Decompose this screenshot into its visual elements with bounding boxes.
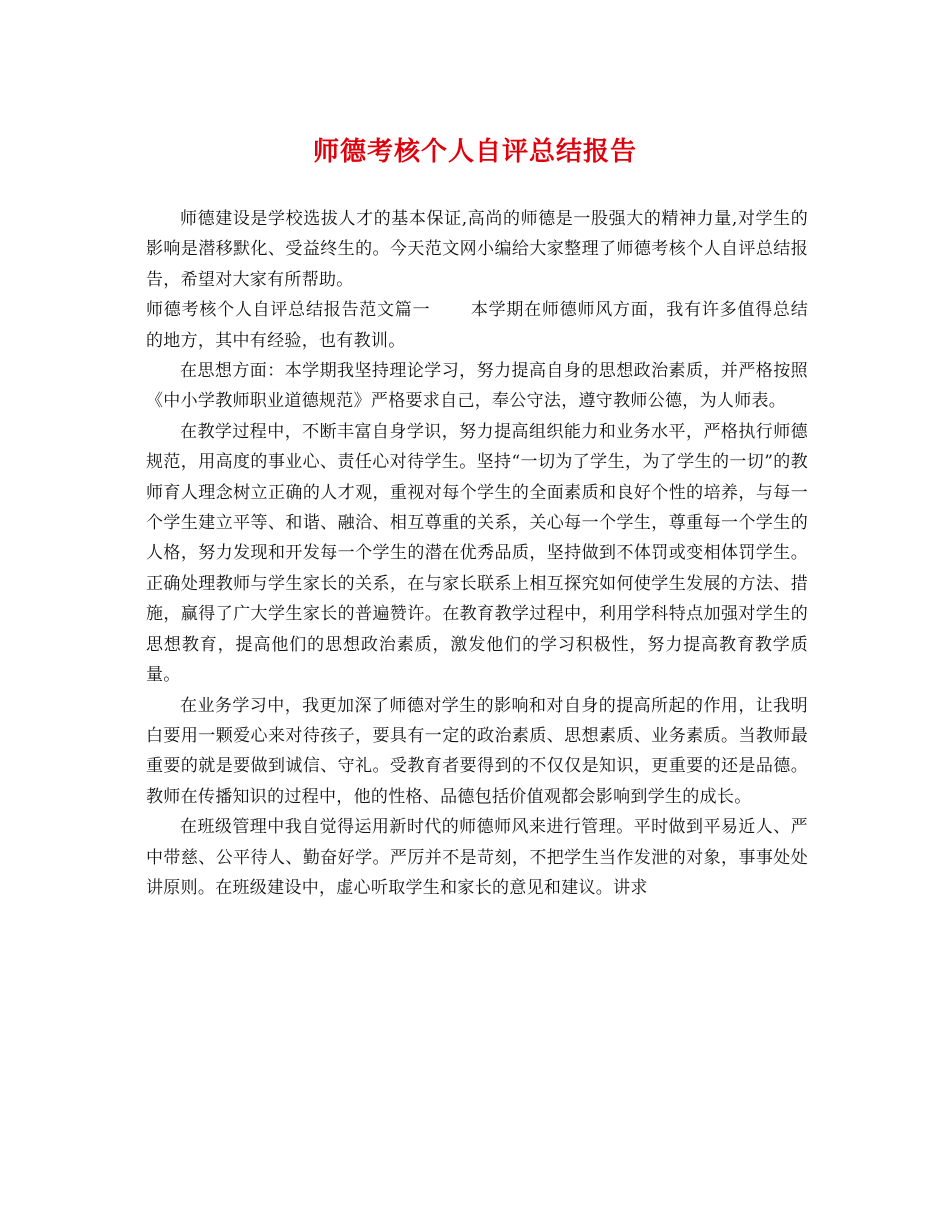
section-heading: 师德考核个人自评总结报告范文篇一 bbox=[146, 300, 431, 321]
section-one-text: 本学期在师德师风方面，我有许多值得总结的地方，其中有经验，也有教训。 bbox=[146, 300, 808, 351]
paragraph-study: 在业务学习中，我更加深了师德对学生的影响和对自身的提高所起的作用，让我明白要用一颗爱心来对待孩子，要具有一定的政治素质、思想素质、业务素质。当教师最重要的就是要做到诚信、守礼。受教育者要得到的不仅仅是知识，更重要的还是品德。教师在传播知识的过程中，他的性格、品德包括价值观都会影响到学生的成长。 bbox=[146, 695, 808, 807]
paragraph-intro: 师德建设是学校选拔人才的基本保证,高尚的师德是一股强大的精神力量,对学生的影响是潜移默化、受益终生的。今天范文网小编给大家整理了师德考核个人自评总结报告，希望对大家有所帮助。 bbox=[146, 209, 808, 290]
paragraph-thought: 在思想方面：本学期我坚持理论学习，努力提高自身的思想政治素质，并严格按照《中小学教师职业道德规范》严格要求自己，奉公守法，遵守教师公德，为人师表。 bbox=[146, 361, 808, 412]
document-title: 师德考核个人自评总结报告 bbox=[312, 137, 637, 167]
document-body bbox=[146, 204, 808, 903]
paragraph-section-one bbox=[146, 295, 808, 356]
paragraph-class-management: 在班级管理中我自觉得运用新时代的师德师风来进行管理。平时做到平易近人、严中带慈、公平待人、勤奋好学。严厉并不是苛刻，不把学生当作发泄的对象，事事处处讲原则。在班级建设中，虚心听取学生和家长的意见和建议。讲求 bbox=[146, 817, 808, 898]
paragraph-teaching: 在教学过程中，不断丰富自身学识，努力提高组织能力和业务水平，严格执行师德规范，用高度的事业心、责任心对待学生。坚持“一切为了学生，为了学生的一切”的教师育人理念树立正确的人才观，重视对每个学生的全面素质和良好个性的培养，与每一个学生建立平等、和谐、融洽、相互尊重的关系，关心每一个学生，尊重每一个学生的人格，努力发现和开发每一个学生的潜在优秀品质，坚持做到不体罚或变相体罚学生。正确处理教师与学生家长的关系，在与家长联系上相互探究如何使学生发展的方法、措施，赢得了广大学生家长的普遍赞许。在教育教学过程中，利用学科特点加强对学生的思想教育，提高他们的思想政治素质，激发他们的学习积极性，努力提高教育教学质量。 bbox=[146, 421, 808, 686]
